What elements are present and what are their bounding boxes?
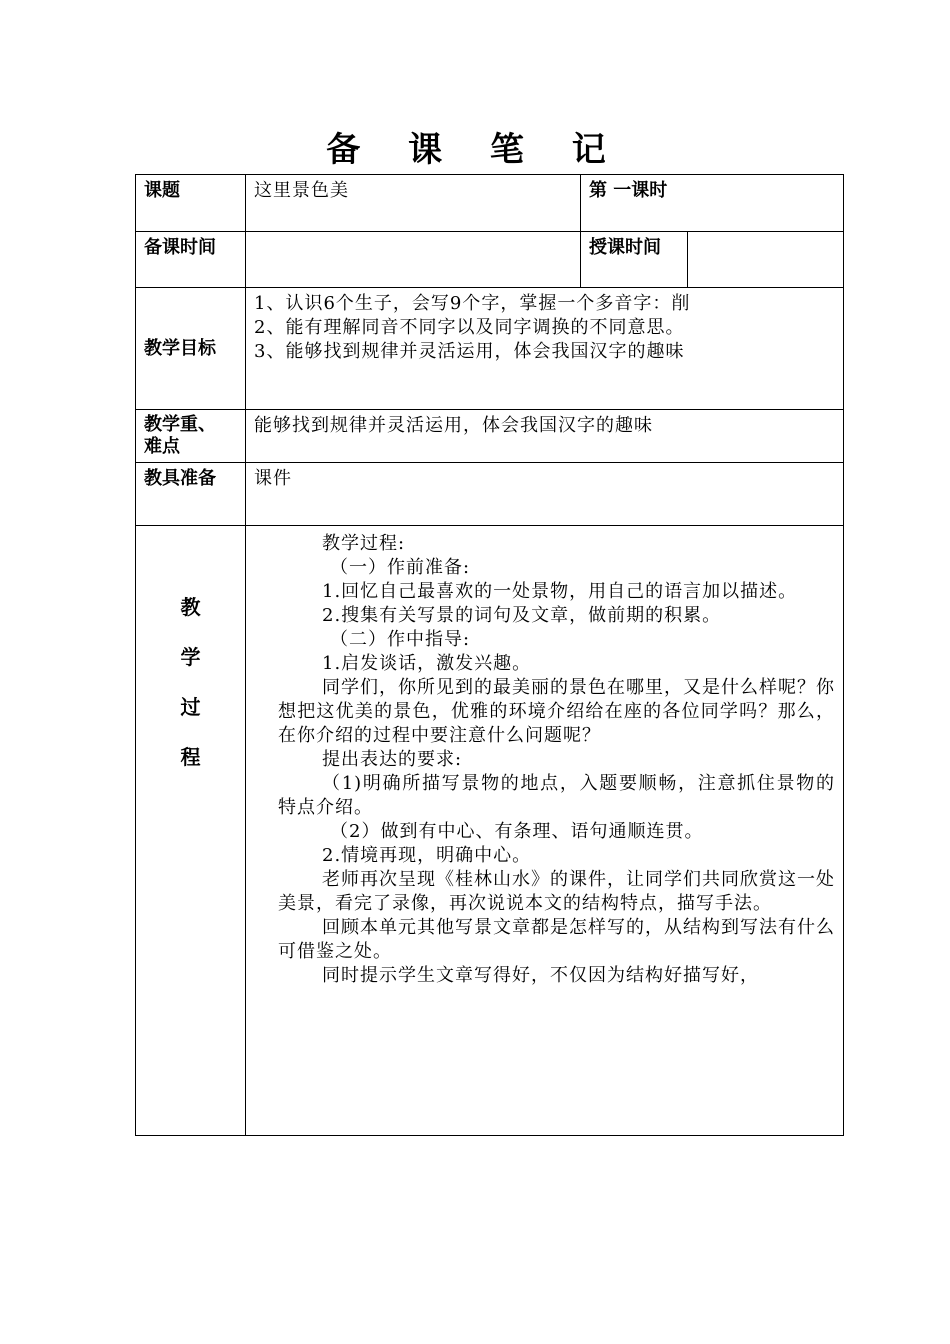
goals-list: [246, 288, 844, 410]
document-title: 备 课 笔 记: [326, 130, 624, 170]
lesson-number: 第 一课时: [581, 175, 844, 232]
process-label-char: 学: [180, 645, 201, 669]
goal-item: 2、能有理解同音不同字以及同字调换的不同意思。: [254, 317, 685, 338]
key-points-label-line2: 难点: [144, 436, 180, 457]
key-points-value: 能够找到规律并灵活运用，体会我国汉字的趣味: [246, 410, 844, 463]
row-goals: [136, 288, 844, 410]
process-paragraph: 同时提示学生文章写得好，不仅因为结构好描写好，: [322, 965, 759, 986]
lesson-plan-table: [135, 174, 844, 1136]
process-label-char: 过: [180, 695, 201, 719]
topic-label: 课题: [136, 175, 246, 232]
row-key-points: [136, 410, 844, 463]
goals-label: 教学目标: [136, 288, 246, 410]
prep-time-label: 备课时间: [136, 232, 246, 288]
prep-time-value: [246, 232, 581, 288]
process-label-char: 教: [180, 595, 201, 619]
goal-item: 3、能够找到规律并灵活运用，体会我国汉字的趣味: [254, 341, 685, 362]
teach-time-value: [688, 232, 844, 288]
process-paragraph: （2）做到有中心、有条理、语句通顺连贯。: [330, 821, 704, 842]
row-process: [136, 526, 844, 1136]
materials-value: 课件: [246, 463, 844, 526]
process-paragraph: （1)明确所描写景物的地点，入题要顺畅，注意抓住景物的特点介绍。: [278, 773, 835, 818]
row-time: [136, 232, 844, 288]
row-topic: [136, 175, 844, 232]
teach-time-label: 授课时间: [581, 232, 688, 288]
process-paragraph: 教学过程:: [322, 533, 406, 554]
process-paragraph: 2.情境再现，明确中心。: [322, 845, 532, 866]
topic-value: 这里景色美: [246, 175, 581, 232]
process-paragraph: 提出表达的要求:: [322, 749, 463, 770]
process-paragraph: 回顾本单元其他写景文章都是怎样写的，从结构到写法有什么可借鉴之处。: [278, 917, 835, 962]
process-label-char: 程: [180, 745, 201, 769]
key-points-label-line1: 教学重、: [144, 414, 216, 435]
materials-label: 教具准备: [136, 463, 246, 526]
process-paragraph: （二）作中指导:: [330, 629, 471, 650]
row-materials: [136, 463, 844, 526]
process-label: [136, 526, 246, 1136]
process-paragraph: 同学们，你所见到的最美丽的景色在哪里，又是什么样呢？你想把这优美的景色，优雅的环境介绍给在座的各位同学吗？那么，在你介绍的过程中要注意什么问题呢？: [278, 677, 835, 746]
process-content: [246, 526, 844, 1136]
goal-item: 1、认识6个生子，会写9个字，掌握一个多音字：削: [254, 293, 691, 314]
key-points-label: [136, 410, 246, 463]
process-paragraph: 1.启发谈话，激发兴趣。: [322, 653, 532, 674]
process-paragraph: （一）作前准备:: [330, 557, 471, 578]
process-paragraph: 2.搜集有关写景的词句及文章，做前期的积累。: [322, 605, 722, 626]
process-paragraph: 1.回忆自己最喜欢的一处景物，用自己的语言加以描述。: [322, 581, 798, 602]
process-paragraph: 老师再次呈现《桂林山水》的课件，让同学们共同欣赏这一处美景，看完了录像，再次说说本文的结构特点，描写手法。: [278, 869, 835, 914]
